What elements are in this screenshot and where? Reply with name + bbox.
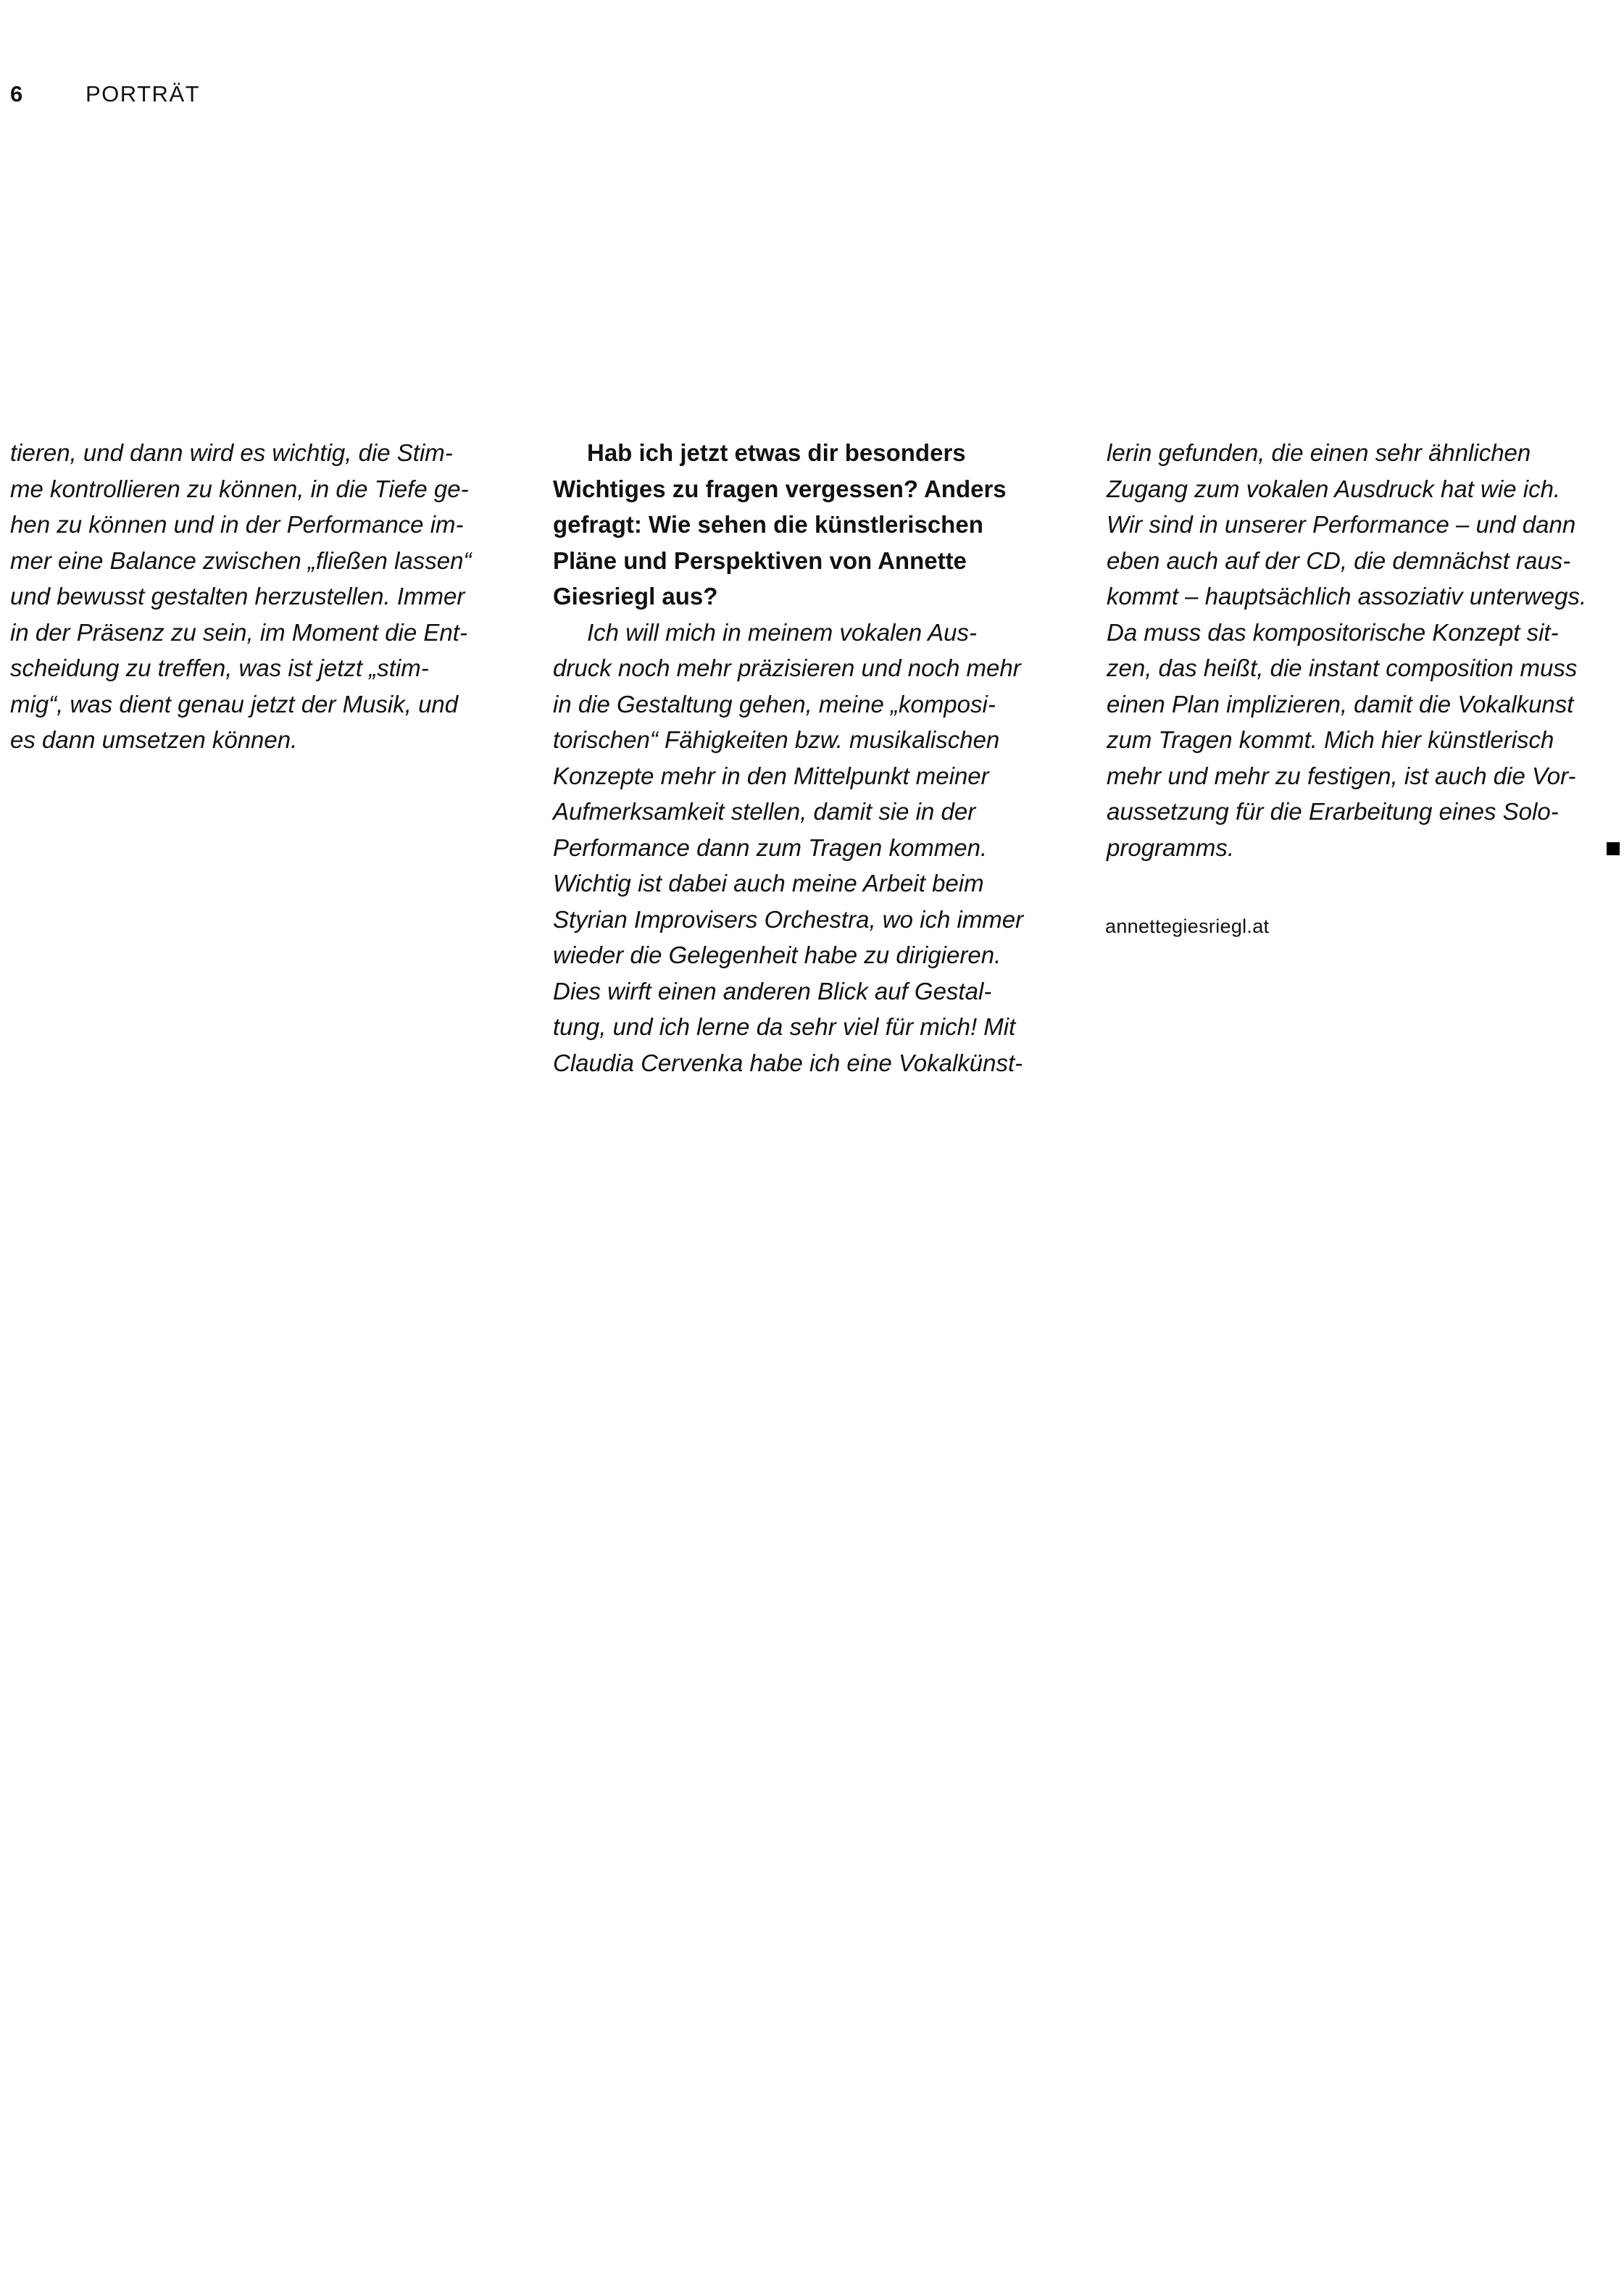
text-line: torischen“ Fähigkeiten bzw. musikalischen	[553, 726, 1000, 753]
page-number: 6	[10, 81, 24, 107]
text-line: in die Gestaltung gehen, meine „komposi-	[553, 690, 996, 718]
text-line: Konzepte mehr in den Mittelpunkt meiner	[553, 762, 989, 789]
text-line: in der Präsenz zu sein, im Moment die Ent-	[10, 618, 467, 646]
text-line: Performance dann zum Tragen kommen.	[553, 834, 988, 861]
text-line: und bewusst gestalten herzustellen. Immer	[10, 583, 465, 610]
text-line: zen, das heißt, die instant composition muss	[1107, 654, 1578, 681]
text-line: Wichtig ist dabei auch meine Arbeit beim	[553, 870, 984, 897]
text-line: druck noch mehr präzisieren und noch mehr	[553, 654, 1021, 681]
text-line: Wir sind in unserer Performance – und dann	[1107, 511, 1576, 538]
text-line: es dann umsetzen können.	[10, 726, 298, 753]
text-line: mer eine Balance zwischen „fließen lassen“	[10, 546, 472, 574]
question-line: Wichtiges zu fragen vergessen? Anders	[553, 475, 1007, 502]
text-line: einen Plan implizieren, damit die Vokalkunst	[1107, 690, 1574, 718]
text-line: wieder die Gelegenheit habe zu dirigieren.	[553, 942, 1002, 968]
question-line: Giesriegl aus?	[553, 583, 718, 610]
text-line: tieren, und dann wird es wichtig, die Stim-	[10, 439, 453, 466]
text-line: Ich will mich in meinem vokalen Aus-	[587, 618, 977, 646]
text-column-1	[10, 435, 510, 758]
question-line: gefragt: Wie sehen die künstlerischen	[553, 511, 983, 538]
interview-question	[553, 435, 1064, 615]
text-line: tung, und ich lerne da sehr viel für mich! Mit	[553, 1013, 1016, 1040]
question-line: Pläne und Perspektiven von Annette	[553, 546, 967, 574]
text-line: Claudia Cervenka habe ich eine Vokalkünst-	[553, 1049, 1023, 1076]
text-line: me kontrollieren zu können, in die Tiefe ge-	[10, 475, 469, 502]
question-line: Hab ich jetzt etwas dir besonders	[587, 439, 966, 466]
text-line: programms.	[1107, 834, 1235, 861]
text-line: aussetzung für die Erarbeitung eines Solo-	[1107, 798, 1559, 825]
website-link[interactable]: annettegiesriegl.at	[1105, 915, 1270, 937]
text-line: Styrian Improvisers Orchestra, wo ich immer	[553, 905, 1024, 933]
text-line: lerin gefunden, die einen sehr ähnlichen	[1107, 439, 1531, 466]
text-line: hen zu können und in der Performance im-	[10, 511, 464, 538]
text-line: eben auch auf der CD, die demnächst raus-	[1107, 546, 1571, 574]
text-line: Dies wirft einen anderen Blick auf Gestal-	[553, 977, 992, 1005]
text-line: zum Tragen kommt. Mich hier künstlerisch	[1107, 726, 1554, 753]
text-line: scheidung zu treffen, was ist jetzt „stim-	[10, 654, 429, 681]
last-text-line	[1107, 830, 1614, 866]
section-title: PORTRÄT	[86, 81, 201, 107]
text-line: kommt – hauptsächlich assoziativ unterwegs.	[1107, 583, 1587, 610]
end-of-article-icon	[1607, 842, 1620, 855]
text-line: mehr und mehr zu festigen, ist auch die Vor-	[1107, 762, 1576, 789]
page-header	[10, 78, 200, 110]
text-column-2	[553, 435, 1064, 1081]
text-line: Zugang zum vokalen Ausdruck hat wie ich.	[1107, 475, 1561, 502]
interview-answer	[553, 615, 1064, 1081]
text-column-3	[1107, 435, 1614, 865]
text-line: Da muss das kompositorische Konzept sit-	[1107, 618, 1559, 646]
text-line: mig“, was dient genau jetzt der Musik, und	[10, 690, 459, 718]
text-line: Aufmerksamkeit stellen, damit sie in der	[553, 798, 976, 825]
